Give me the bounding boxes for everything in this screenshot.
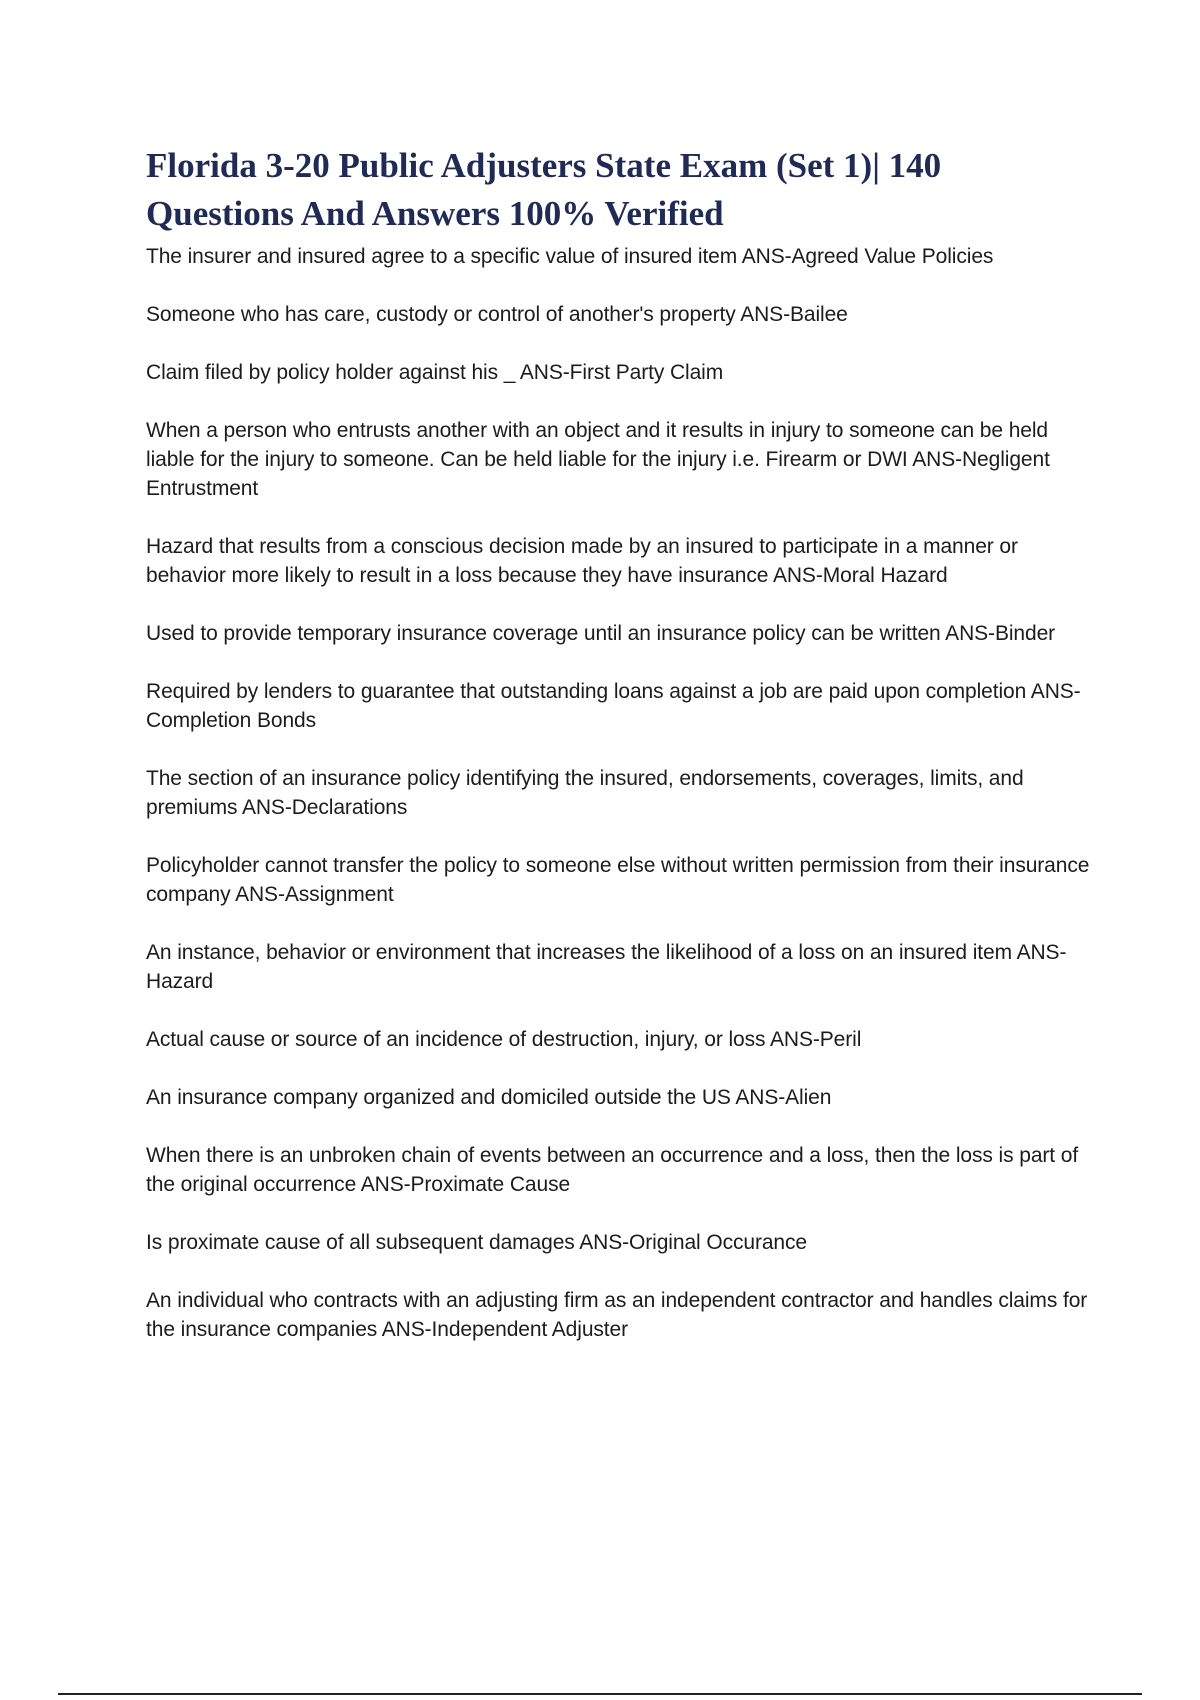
qa-item: Used to provide temporary insurance coverage until an insurance policy can be written ANS-Binder [146, 622, 1056, 645]
qa-item: Policyholder cannot transfer the policy to someone else without written permission from their insurance company ANS-Assignment [146, 854, 1090, 906]
qa-item: The insurer and insured agree to a specific value of insured item ANS-Agreed Value Policies [146, 245, 994, 268]
qa-item: Claim filed by policy holder against his _ ANS-First Party Claim [146, 361, 724, 384]
qa-item: When a person who entrusts another with an object and it results in injury to someone can be held liable for the injury to someone. Can be held liable for the injury i.e. Firearm or DWI ANS-Negligent Entrustment [146, 419, 1050, 500]
qa-item: Someone who has care, custody or control of another's property ANS-Bailee [146, 303, 848, 326]
qa-item: Hazard that results from a conscious decision made by an insured to participate in a manner or behavior more likely to result in a loss because they have insurance ANS-Moral Hazard [146, 535, 1018, 587]
document-content [146, 142, 1096, 1373]
qa-item: An individual who contracts with an adjusting firm as an independent contractor and handles claims for the insurance companies ANS-Independent Adjuster [146, 1289, 1088, 1341]
qa-item: Required by lenders to guarantee that outstanding loans against a job are paid upon completion ANS-Completion Bonds [146, 680, 1081, 732]
footer-rule [58, 1693, 1142, 1695]
qa-item: An insurance company organized and domiciled outside the US ANS-Alien [146, 1086, 832, 1109]
qa-item: Is proximate cause of all subsequent damages ANS-Original Occurance [146, 1231, 807, 1254]
qa-item: The section of an insurance policy identifying the insured, endorsements, coverages, limits, and premiums ANS-Declarations [146, 767, 1024, 819]
qa-item: Actual cause or source of an incidence of destruction, injury, or loss ANS-Peril [146, 1028, 862, 1051]
qa-item: An instance, behavior or environment that increases the likelihood of a loss on an insured item ANS-Hazard [146, 941, 1067, 993]
qa-list [146, 242, 1096, 1344]
qa-item: When there is an unbroken chain of events between an occurrence and a loss, then the loss is part of the original occurrence ANS-Proximate Cause [146, 1144, 1079, 1196]
document-title: Florida 3-20 Public Adjusters State Exam (Set 1)| 140 Questions And Answers 100% Verified [146, 146, 942, 233]
